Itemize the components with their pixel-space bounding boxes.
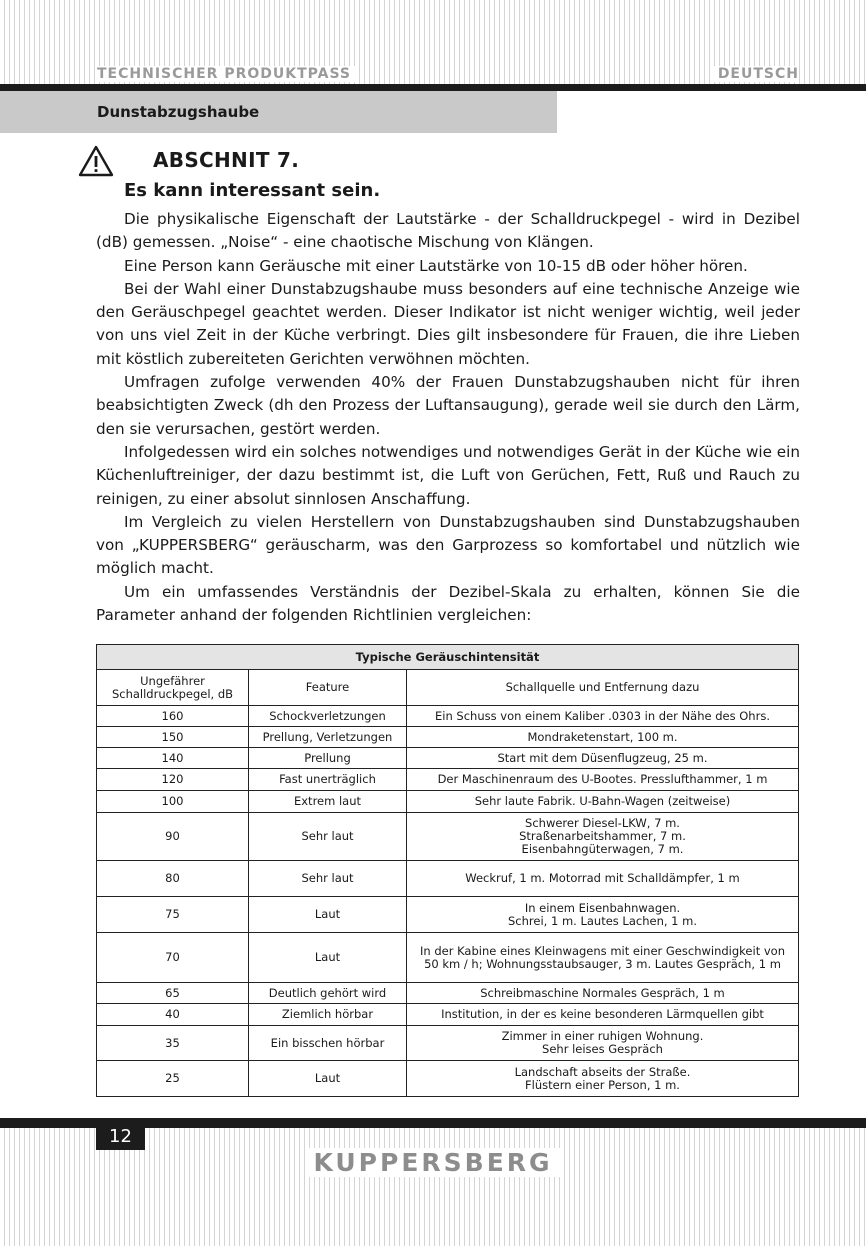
table-row: [97, 769, 799, 791]
source-cell: [407, 813, 799, 861]
source-line: Start mit dem Düsenflugzeug, 25 m.: [497, 750, 708, 765]
source-line: Mondraketenstart, 100 m.: [527, 729, 678, 744]
table-row: [97, 813, 799, 861]
source-cell: [407, 983, 799, 1004]
source-line: Institution, in der es keine besonderen Lärmquellen gibt: [441, 1007, 764, 1021]
chapter-title: ABSCHNIT 7.: [153, 148, 300, 172]
table-row: [97, 1061, 799, 1097]
body-text: [96, 208, 800, 627]
feature-cell: Ziemlich hörbar: [249, 1004, 407, 1026]
source-line: Zimmer in einer ruhigen Wohnung.: [501, 1029, 704, 1043]
source-line: Sehr leises Gespräch: [542, 1042, 663, 1056]
feature-cell: Fast unerträglich: [249, 769, 407, 791]
source-line: Flüstern einer Person, 1 m.: [525, 1077, 680, 1092]
table-title: Typische Geräuschintensität: [97, 645, 799, 670]
paragraph: Um ein umfassendes Verständnis der Dezibel-Skala zu erhalten, können Sie die Parameter anhand der folgenden Richtlinien vergleichen:: [96, 582, 800, 625]
db-cell: 150: [97, 727, 249, 748]
column-header-source: Schallquelle und Entfernung dazu: [407, 670, 799, 706]
source-cell: [407, 1004, 799, 1026]
table-row: [97, 706, 799, 727]
source-line: Eisenbahngüterwagen, 7 m.: [521, 842, 684, 856]
source-cell: [407, 1061, 799, 1097]
source-cell: [407, 769, 799, 791]
brand-logo: [0, 1148, 866, 1177]
source-line: 50 km / h; Wohnungsstaubsauger, 3 m. Lautes Gespräch, 1 m: [424, 956, 781, 971]
header-divider: [0, 84, 866, 91]
table-row: [97, 861, 799, 897]
feature-cell: Deutlich gehört wird: [249, 983, 407, 1004]
paragraph: Infolgedessen wird ein solches notwendiges und notwendiges Gerät in der Küche wie ein Küchenluftreiniger, der dazu bestimmt ist, die Luft von Gerüchen, Fett, Ruß und Rauch zu reinigen, zu einer absolut sinnlosen Anschaffung.: [96, 442, 800, 508]
paragraph: Eine Person kann Geräusche mit einer Lautstärke von 10-15 dB oder höher hören.: [124, 256, 748, 275]
table-row: [97, 1026, 799, 1061]
db-cell: 35: [97, 1026, 249, 1061]
brand-name: KUPPERSBERG: [305, 1148, 560, 1177]
column-header-feature: Feature: [249, 670, 407, 706]
db-cell: 140: [97, 748, 249, 769]
table-row: [97, 983, 799, 1004]
source-line: Sehr laute Fabrik. U-Bahn-Wagen (zeitweise): [474, 794, 731, 808]
chapter-subtitle: Es kann interessant sein.: [124, 180, 381, 201]
paragraph: Im Vergleich zu vielen Herstellern von Dunstabzugshauben sind Dunstabzugshauben von „KUPPERSBERG“ geräuscharm, was den Garprozess so komfortabel und nützlich wie möglich macht.: [96, 512, 800, 578]
db-cell: 25: [97, 1061, 249, 1097]
source-line: Landschaft abseits der Straße.: [514, 1064, 691, 1079]
db-cell: 100: [97, 791, 249, 813]
source-line: Schwerer Diesel-LKW, 7 m.: [525, 816, 680, 830]
source-cell: [407, 706, 799, 727]
feature-cell: Extrem laut: [249, 791, 407, 813]
language-label: DEUTSCH: [714, 66, 799, 82]
table-row: [97, 897, 799, 933]
db-cell: 160: [97, 706, 249, 727]
table-row: [97, 1004, 799, 1026]
source-cell: [407, 727, 799, 748]
warning-triangle-icon: [78, 145, 114, 177]
feature-cell: Sehr laut: [249, 813, 407, 861]
table-row: [97, 933, 799, 983]
source-line: In einem Eisenbahnwagen.: [524, 900, 681, 915]
db-cell: 90: [97, 813, 249, 861]
source-line: Straßenarbeitshammer, 7 m.: [519, 829, 686, 843]
db-cell: 80: [97, 861, 249, 897]
db-cell: 120: [97, 769, 249, 791]
feature-cell: Prellung: [249, 748, 407, 769]
feature-cell: Laut: [249, 897, 407, 933]
db-cell: 65: [97, 983, 249, 1004]
feature-cell: Schockverletzungen: [249, 706, 407, 727]
source-line: In der Kabine eines Kleinwagens mit einer Geschwindigkeit von: [419, 943, 785, 958]
feature-cell: Ein bisschen hörbar: [249, 1026, 407, 1061]
feature-cell: Laut: [249, 933, 407, 983]
db-cell: 40: [97, 1004, 249, 1026]
source-cell: [407, 897, 799, 933]
source-line: Schreibmaschine Normales Gespräch, 1 m: [480, 985, 725, 1000]
source-line: Weckruf, 1 m. Motorrad mit Schalldämpfer, 1 m: [465, 871, 740, 885]
table-body: [97, 706, 799, 1097]
section-label: Dunstabzugshaube: [97, 103, 260, 121]
table-row: [97, 727, 799, 748]
feature-cell: Sehr laut: [249, 861, 407, 897]
document-title: TECHNISCHER PRODUKTPASS: [97, 66, 355, 82]
table-header-row: [97, 670, 799, 706]
column-header-db: Ungefährer Schalldruckpegel, dB: [97, 670, 249, 706]
source-line: Ein Schuss von einem Kaliber .0303 in der Nähe des Ohrs.: [435, 708, 770, 723]
source-cell: [407, 933, 799, 983]
source-cell: [407, 861, 799, 897]
source-line: Der Maschinenraum des U-Bootes. Presslufthammer, 1 m: [437, 772, 768, 786]
db-cell: 70: [97, 933, 249, 983]
feature-cell: Prellung, Verletzungen: [249, 727, 407, 748]
db-cell: 75: [97, 897, 249, 933]
table-row: [97, 791, 799, 813]
noise-level-table: [96, 644, 799, 1097]
source-line: Schrei, 1 m. Lautes Lachen, 1 m.: [508, 913, 697, 928]
paragraph: Die physikalische Eigenschaft der Lautstärke - der Schalldruckpegel - wird in Dezibel (dB) gemessen. „Noise“ - eine chaotische Mischung von Klängen.: [96, 210, 800, 252]
paragraph: Bei der Wahl einer Dunstabzugshaube muss besonders auf eine technische Anzeige wie den Geräuschpegel geachtet werden. Dieser Indikator ist nicht weniger wichtig, weil jeder von uns viel Zeit in der Küche verbringt. Dies gilt insbesondere für Frauen, die ihre Lieben mit köstlich zubereiteten Gerichten verwöhnen möchten.: [96, 279, 800, 368]
section-bar: [0, 91, 557, 133]
paragraph: Umfragen zufolge verwenden 40% der Frauen Dunstabzugshauben nicht für ihren beabsichtigten Zweck (dh den Prozess der Luftansaugung), gerade weil sie durch den Lärm, den sie verursachen, gestört werden.: [96, 373, 800, 438]
table-row: [97, 748, 799, 769]
source-cell: [407, 791, 799, 813]
source-cell: [407, 748, 799, 769]
page-number: 12: [96, 1124, 145, 1150]
feature-cell: Laut: [249, 1061, 407, 1097]
source-cell: [407, 1026, 799, 1061]
